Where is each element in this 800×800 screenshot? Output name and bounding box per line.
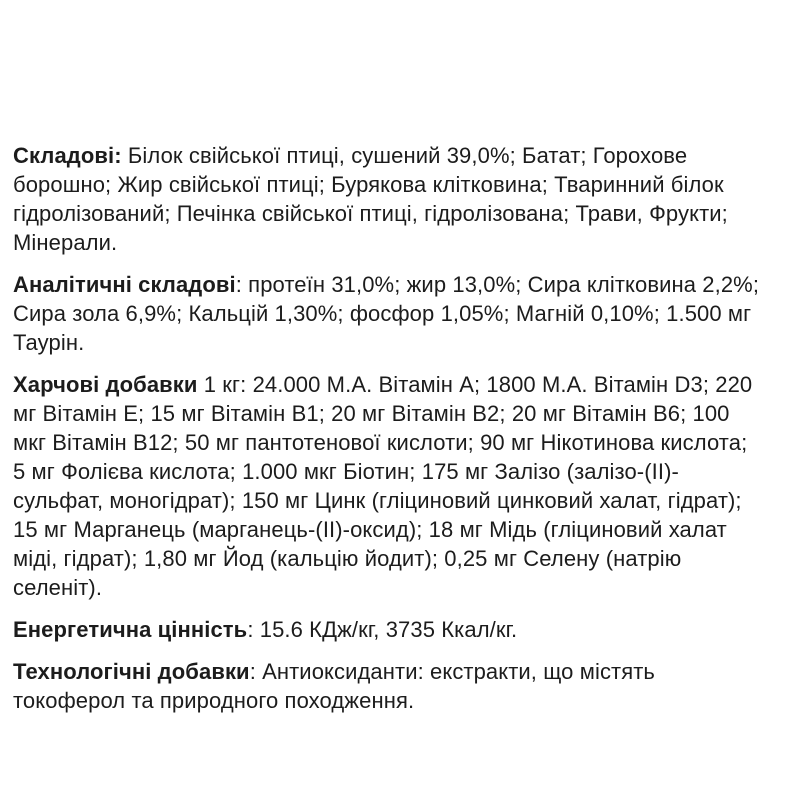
energy-value-text: : 15.6 КДж/кг, 3735 Ккал/кг.: [247, 617, 518, 642]
analytical-constituents-section: [13, 270, 762, 357]
ingredients-text: Білок свійської птиці, сушений 39,0%; Батат; Горохове борошно; Жир свійської птиці; Бурякова клітковина; Тваринний білок гідролізований; Печінка свійської птиці, гідролізована; Трави, Фрукти; Мінерали.: [13, 143, 728, 255]
ingredients-label: Складові:: [13, 143, 122, 168]
analytical-constituents-text: : протеїн 31,0%; жир 13,0%; Сира клітковина 2,2%; Сира зола 6,9%; Кальцій 1,30%; фосфор 1,05%; Магній 0,10%; 1.500 мг Таурін.: [13, 272, 760, 355]
nutritional-additives-text: 1 кг: 24.000 М.А. Вітамін А; 1800 М.А. Вітамін D3; 220 мг Вітамін Е; 15 мг Вітамін В1; 20 мг Вітамін В2; 20 мг Вітамін В6; 100 мкг Вітамін В12; 50 мг пантотенової кислоти; 90 мг Нікотинова кислота; 5 мг Фолієва кислота; 1.000 мкг Біотин; 175 мг Залізо (залізо-(II)-сульфат, моногідрат); 150 мг Цинк (гліциновий цинковий халат, гідрат); 15 мг Марганець (марганець-(II)-оксид); 18 мг Мідь (гліциновий халат міді, гідрат); 1,80 мг Йод (кальцію йодит); 0,25 мг Селену (натрію селеніт).: [13, 372, 753, 600]
composition-text-block: [13, 141, 762, 728]
energy-value-section: [13, 615, 762, 644]
technological-additives-section: [13, 657, 762, 715]
nutritional-additives-section: [13, 370, 762, 602]
analytical-constituents-label: Аналітичні складові: [13, 272, 236, 297]
technological-additives-text: : Антиоксиданти: екстракти, що містять токоферол та природного походження.: [13, 659, 655, 713]
energy-value-label: Енергетична цінність: [13, 617, 248, 642]
ingredients-section: [13, 141, 762, 257]
nutritional-additives-label: Харчові добавки: [13, 372, 198, 397]
technological-additives-label: Технологічні добавки: [13, 659, 250, 684]
